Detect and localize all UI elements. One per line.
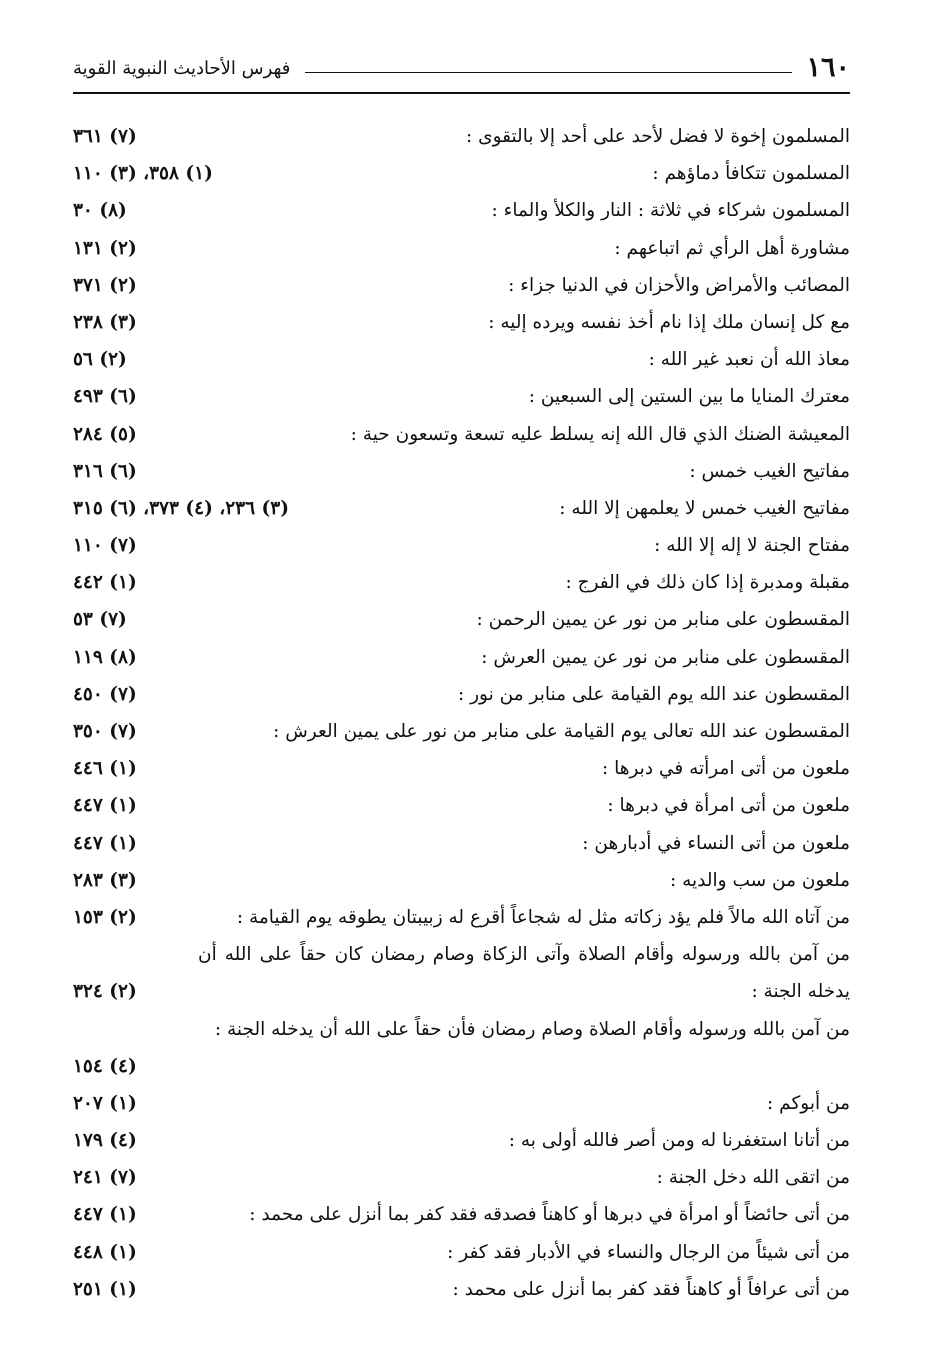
page-number: ١٦٠	[806, 52, 850, 83]
index-entry	[73, 825, 850, 862]
entry-text: معترك المنايا ما بين الستين إلى السبعين :	[528, 386, 850, 408]
entry-text: المقسطون عند الله يوم القيامة على منابر من نور :	[457, 683, 850, 705]
entry-ref: (١) ٤٤٨	[73, 1241, 137, 1263]
index-entry	[73, 416, 850, 453]
index-entry	[73, 1196, 850, 1233]
entry-ref: (١) ٤٤٦	[73, 758, 137, 780]
entry-ref: (٣) ٢٣٨	[73, 311, 137, 333]
entry-ref: (١) ٤٤٧	[73, 795, 137, 817]
index-entry	[73, 564, 850, 601]
index-entry	[73, 378, 850, 415]
index-entry	[73, 750, 850, 787]
index-entry	[73, 304, 850, 341]
index-entry	[73, 1011, 850, 1085]
entry-text: المعيشة الضنك الذي قال الله إنه يسلط عليه تسعة وتسعون حية :	[350, 423, 850, 445]
index-entry	[73, 862, 850, 899]
entry-ref: (٦) ٤٩٣	[73, 386, 137, 408]
entry-ref: (١) ٢٠٧	[73, 1092, 137, 1114]
entry-ref: (١) ٤٤٧	[73, 832, 137, 854]
entry-text: المقسطون على منابر من نور عن يمين العرش :	[481, 646, 850, 668]
entry-text: المقسطون على منابر من نور عن يمين الرحمن :	[476, 609, 850, 631]
entry-ref: (١) ٤٤٢	[73, 572, 137, 594]
entry-text: المسلمون تتكافأ دماؤهم :	[652, 163, 850, 185]
entry-ref: (٢) ٣٧١	[73, 274, 137, 296]
entry-ref: (٨) ١١٩	[73, 646, 137, 668]
index-entry	[73, 1085, 850, 1122]
entry-ref: (٣) ٢٨٣	[73, 869, 137, 891]
title-rule	[305, 72, 792, 73]
entry-text: من أتانا استغفرنا له ومن أصر فالله أولى به :	[508, 1130, 850, 1152]
entry-ref: (٢) ٥٦	[73, 349, 127, 371]
entry-ref: (٧) ٤٥٠	[73, 683, 137, 705]
entry-text: المقسطون عند الله تعالى يوم القيامة على منابر من نور على يمين العرش :	[273, 721, 850, 742]
entry-text: ملعون من سب والديه :	[669, 869, 850, 891]
index-entry	[73, 118, 850, 155]
index-entry	[73, 490, 850, 527]
index-entry	[73, 267, 850, 304]
index-entry	[73, 527, 850, 564]
entry-text: من آمن بالله ورسوله وأقام الصلاة وآتى الزكاة وصام رمضان كان حقاً على الله أن يدخله الجنة :	[198, 944, 850, 1003]
entry-text: مفاتيح الغيب خمس لا يعلمهن إلا الله :	[559, 497, 850, 519]
header-rule	[73, 92, 850, 94]
entry-ref: (١) ٤٤٧	[73, 1204, 137, 1226]
entry-text: من أبوكم :	[767, 1092, 850, 1114]
index-entries	[73, 118, 850, 1308]
entry-text: ملعون من أتى امرأة في دبرها :	[607, 795, 850, 817]
entry-ref: (١) ٣٥٨، (٣) ١١٠	[73, 163, 213, 185]
index-entry	[73, 639, 850, 676]
entry-text: معاذ الله أن نعبد غير الله :	[648, 349, 850, 371]
entry-ref: (٧) ٥٣	[73, 609, 127, 631]
entry-text: مقبلة ومدبرة إذا كان ذلك في الفرج :	[565, 572, 850, 594]
entry-ref: (٥) ٢٨٤	[73, 423, 137, 445]
index-entry	[73, 1271, 850, 1308]
entry-text: مشاورة أهل الرأي ثم اتباعهم :	[614, 237, 850, 259]
entry-text: من أتى عرافاً أو كاهناً فقد كفر بما أنزل على محمد :	[452, 1278, 850, 1300]
index-entry	[73, 453, 850, 490]
entry-text: من أتى حائضاً أو امرأة في دبرها أو كاهناً فصدقه فقد كفر بما أنزل على محمد :	[249, 1204, 850, 1226]
index-entry	[73, 1122, 850, 1159]
entry-ref: (٧) ١١٠	[73, 535, 137, 557]
entry-text: ملعون من أتى امرأته في دبرها :	[601, 758, 850, 780]
entry-ref: (٢) ١٣١	[73, 237, 137, 259]
index-entry	[73, 676, 850, 713]
index-entry	[73, 787, 850, 824]
entry-ref: (٨) ٣٠	[73, 200, 127, 222]
entry-ref: (١) ٢٥١	[73, 1278, 137, 1300]
index-entry	[73, 713, 850, 750]
entry-text: مع كل إنسان ملك إذا نام أخذ نفسه ويرده إليه :	[488, 311, 850, 333]
entry-text: مفتاح الجنة لا إله إلا الله :	[654, 535, 850, 557]
entry-text: من آتاه الله مالاً فلم يؤد زكاته مثل له شجاعاً أقرع له زبيبتان يطوقه يوم القيامة :	[236, 906, 850, 928]
entry-text: المصائب والأمراض والأحزان في الدنيا جزاء :	[508, 274, 850, 296]
index-entry	[73, 899, 850, 936]
entry-text: المسلمون إخوة لا فضل لأحد على أحد إلا بالتقوى :	[465, 126, 850, 147]
entry-text: من آمن بالله ورسوله وأقام الصلاة وصام رمضان فأن حقاً على الله أن يدخله الجنة :	[214, 1018, 850, 1040]
entry-text: مفاتيح الغيب خمس :	[689, 460, 850, 482]
entry-ref: (٢) ١٥٣	[73, 906, 137, 928]
entry-text: المسلمون شركاء في ثلاثة : النار والكلأ والماء :	[491, 200, 850, 222]
index-entry	[73, 192, 850, 229]
index-entry	[73, 936, 850, 1010]
entry-ref: (٤) ١٥٤	[73, 1055, 137, 1077]
index-entry	[73, 230, 850, 267]
index-entry	[73, 155, 850, 192]
entry-ref: (٧) ٢٤١	[73, 1167, 137, 1189]
index-entry	[73, 601, 850, 638]
entry-text: من أتى شيئاً من الرجال والنساء في الأدبار فقد كفر :	[447, 1241, 850, 1263]
index-entry	[73, 1159, 850, 1196]
index-entry	[73, 341, 850, 378]
page-header	[73, 50, 850, 96]
entry-ref: (٦) ٣١٦	[73, 460, 137, 482]
entry-ref: (٧) ٣٥٠	[73, 721, 137, 742]
index-entry	[73, 1234, 850, 1271]
entry-ref: (٣) ٢٣٦، (٤) ٣٧٣، (٦) ٣١٥	[73, 497, 289, 519]
running-title: فهرس الأحاديث النبوية القوية	[73, 58, 291, 79]
entry-text: من اتقى الله دخل الجنة :	[656, 1167, 850, 1189]
entry-ref: (٢) ٣٢٤	[73, 981, 137, 1003]
entry-ref: (٤) ١٧٩	[73, 1130, 137, 1152]
entry-text: ملعون من أتى النساء في أدبارهن :	[582, 832, 850, 854]
entry-ref: (٧) ٣٦١	[73, 126, 137, 147]
